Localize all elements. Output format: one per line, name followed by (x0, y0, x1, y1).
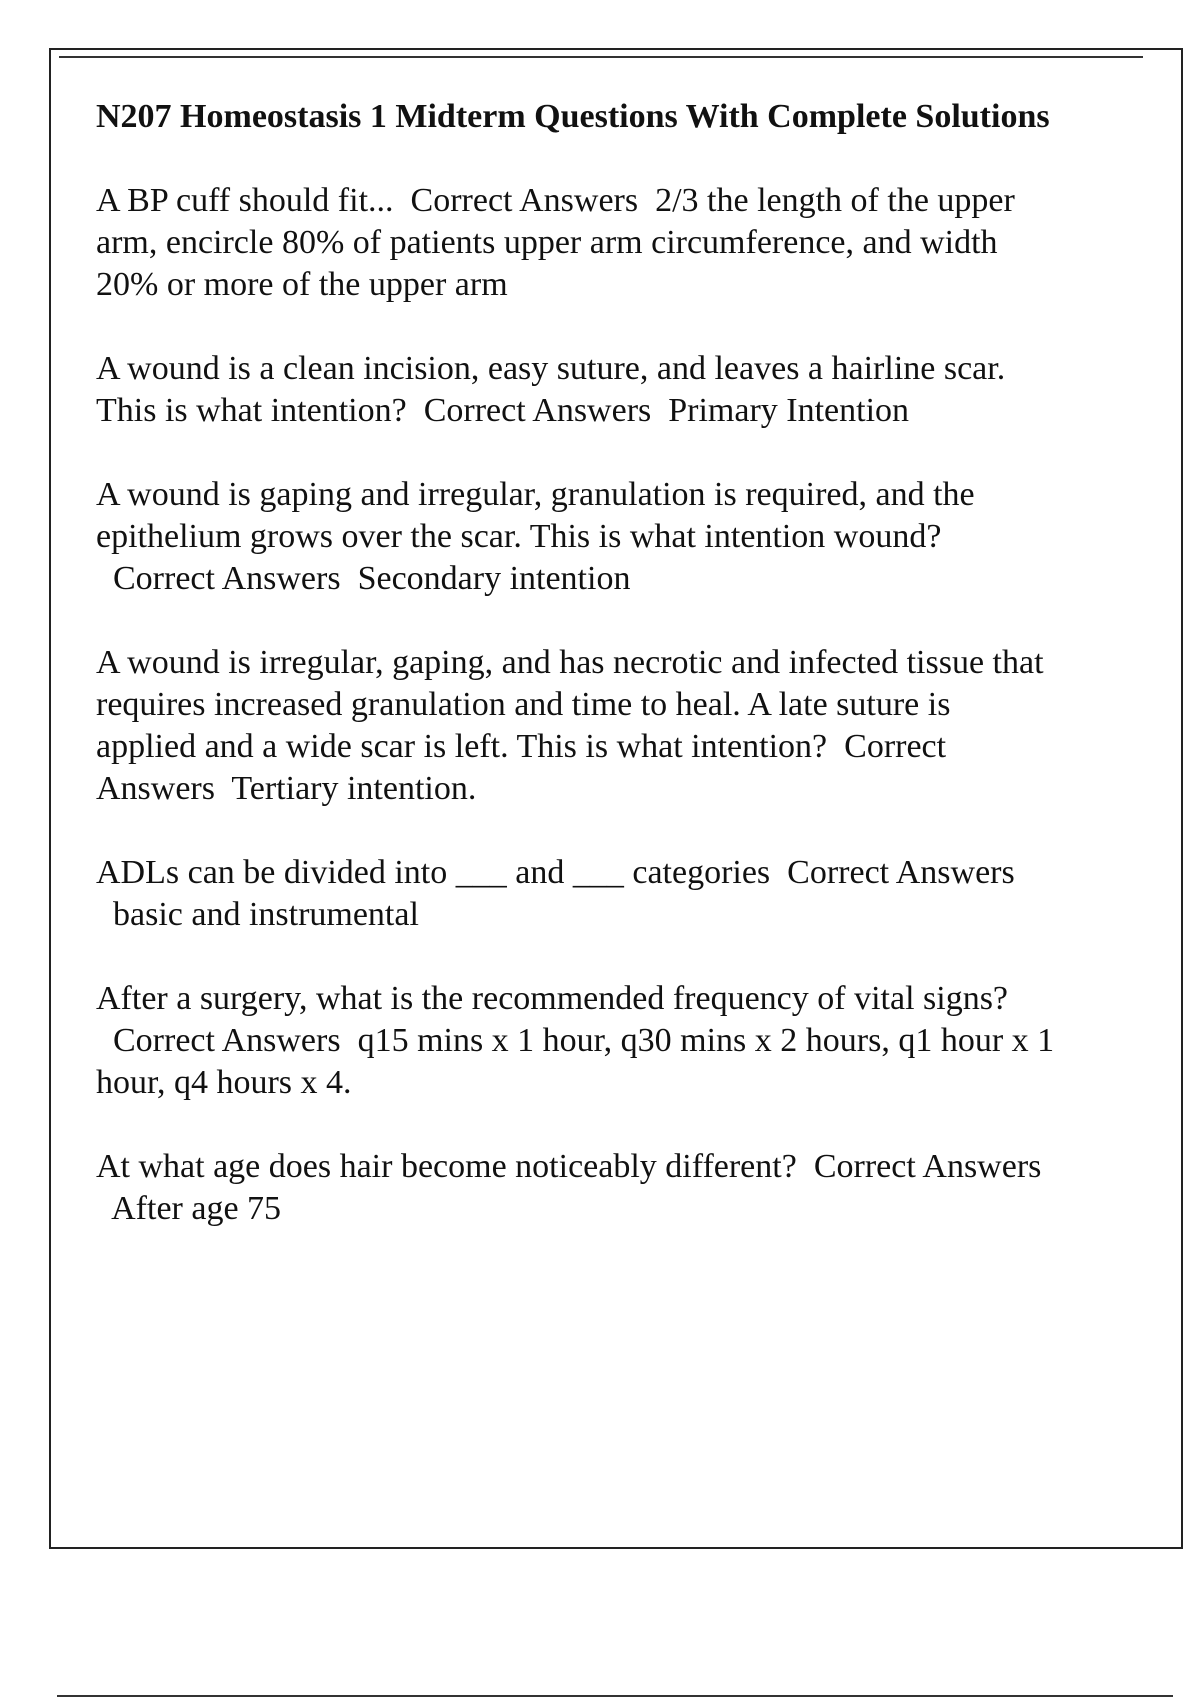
qa-item (96, 180, 1056, 306)
answer-text: Secondary intention (357, 560, 631, 597)
answer-label: Correct Answers (787, 854, 1015, 891)
document-content (96, 96, 1056, 1272)
answer-label: Correct Answers (96, 728, 947, 807)
answer-text: basic and instrumental (113, 896, 419, 933)
answer-text: Tertiary intention. (231, 770, 477, 807)
top-rule (59, 56, 1143, 58)
answer-text: q15 mins x 1 hour, q30 mins x 2 hours, q1 hour x 1 hour, q4 hours x 4. (96, 1022, 1055, 1101)
question-text: A wound is a clean incision, easy suture, and leaves a hairline scar. This is what intention? (96, 350, 1006, 429)
question-text: A wound is gaping and irregular, granulation is required, and the epithelium grows over the scar. This is what intention wound? (96, 476, 975, 555)
qa-item (96, 348, 1056, 432)
answer-text: Primary Intention (668, 392, 910, 429)
question-text: After a surgery, what is the recommended frequency of vital signs? (96, 980, 1009, 1017)
answer-label: Correct Answers (113, 560, 341, 597)
bottom-rule (57, 1695, 1173, 1697)
answer-label: Correct Answers (423, 392, 652, 429)
answer-label: Correct Answers (113, 1022, 341, 1059)
answer-text: After age 75 (111, 1190, 282, 1227)
question-text: ADLs can be divided into ___ and ___ categories (96, 854, 771, 891)
answer-label: Correct Answers (410, 182, 639, 219)
question-text: At what age does hair become noticeably different? (96, 1148, 797, 1185)
answer-label: Correct Answers (813, 1148, 1042, 1185)
qa-item (96, 1146, 1056, 1230)
qa-item (96, 474, 1056, 600)
answer-text: 2/3 the length of the upper arm, encircle 80% of patients upper arm circumference, and width 20% or more of the upper arm (96, 182, 1015, 303)
question-text: A BP cuff should fit... (96, 182, 394, 219)
qa-item (96, 642, 1056, 810)
page-title: N207 Homeostasis 1 Midterm Questions With Complete Solutions (96, 98, 1050, 135)
question-text: A wound is irregular, gaping, and has necrotic and infected tissue that requires increased granulation and time to heal. A late suture is applied and a wide scar is left. This is what intention? (96, 644, 1044, 765)
qa-item (96, 852, 1056, 936)
qa-item (96, 978, 1056, 1104)
